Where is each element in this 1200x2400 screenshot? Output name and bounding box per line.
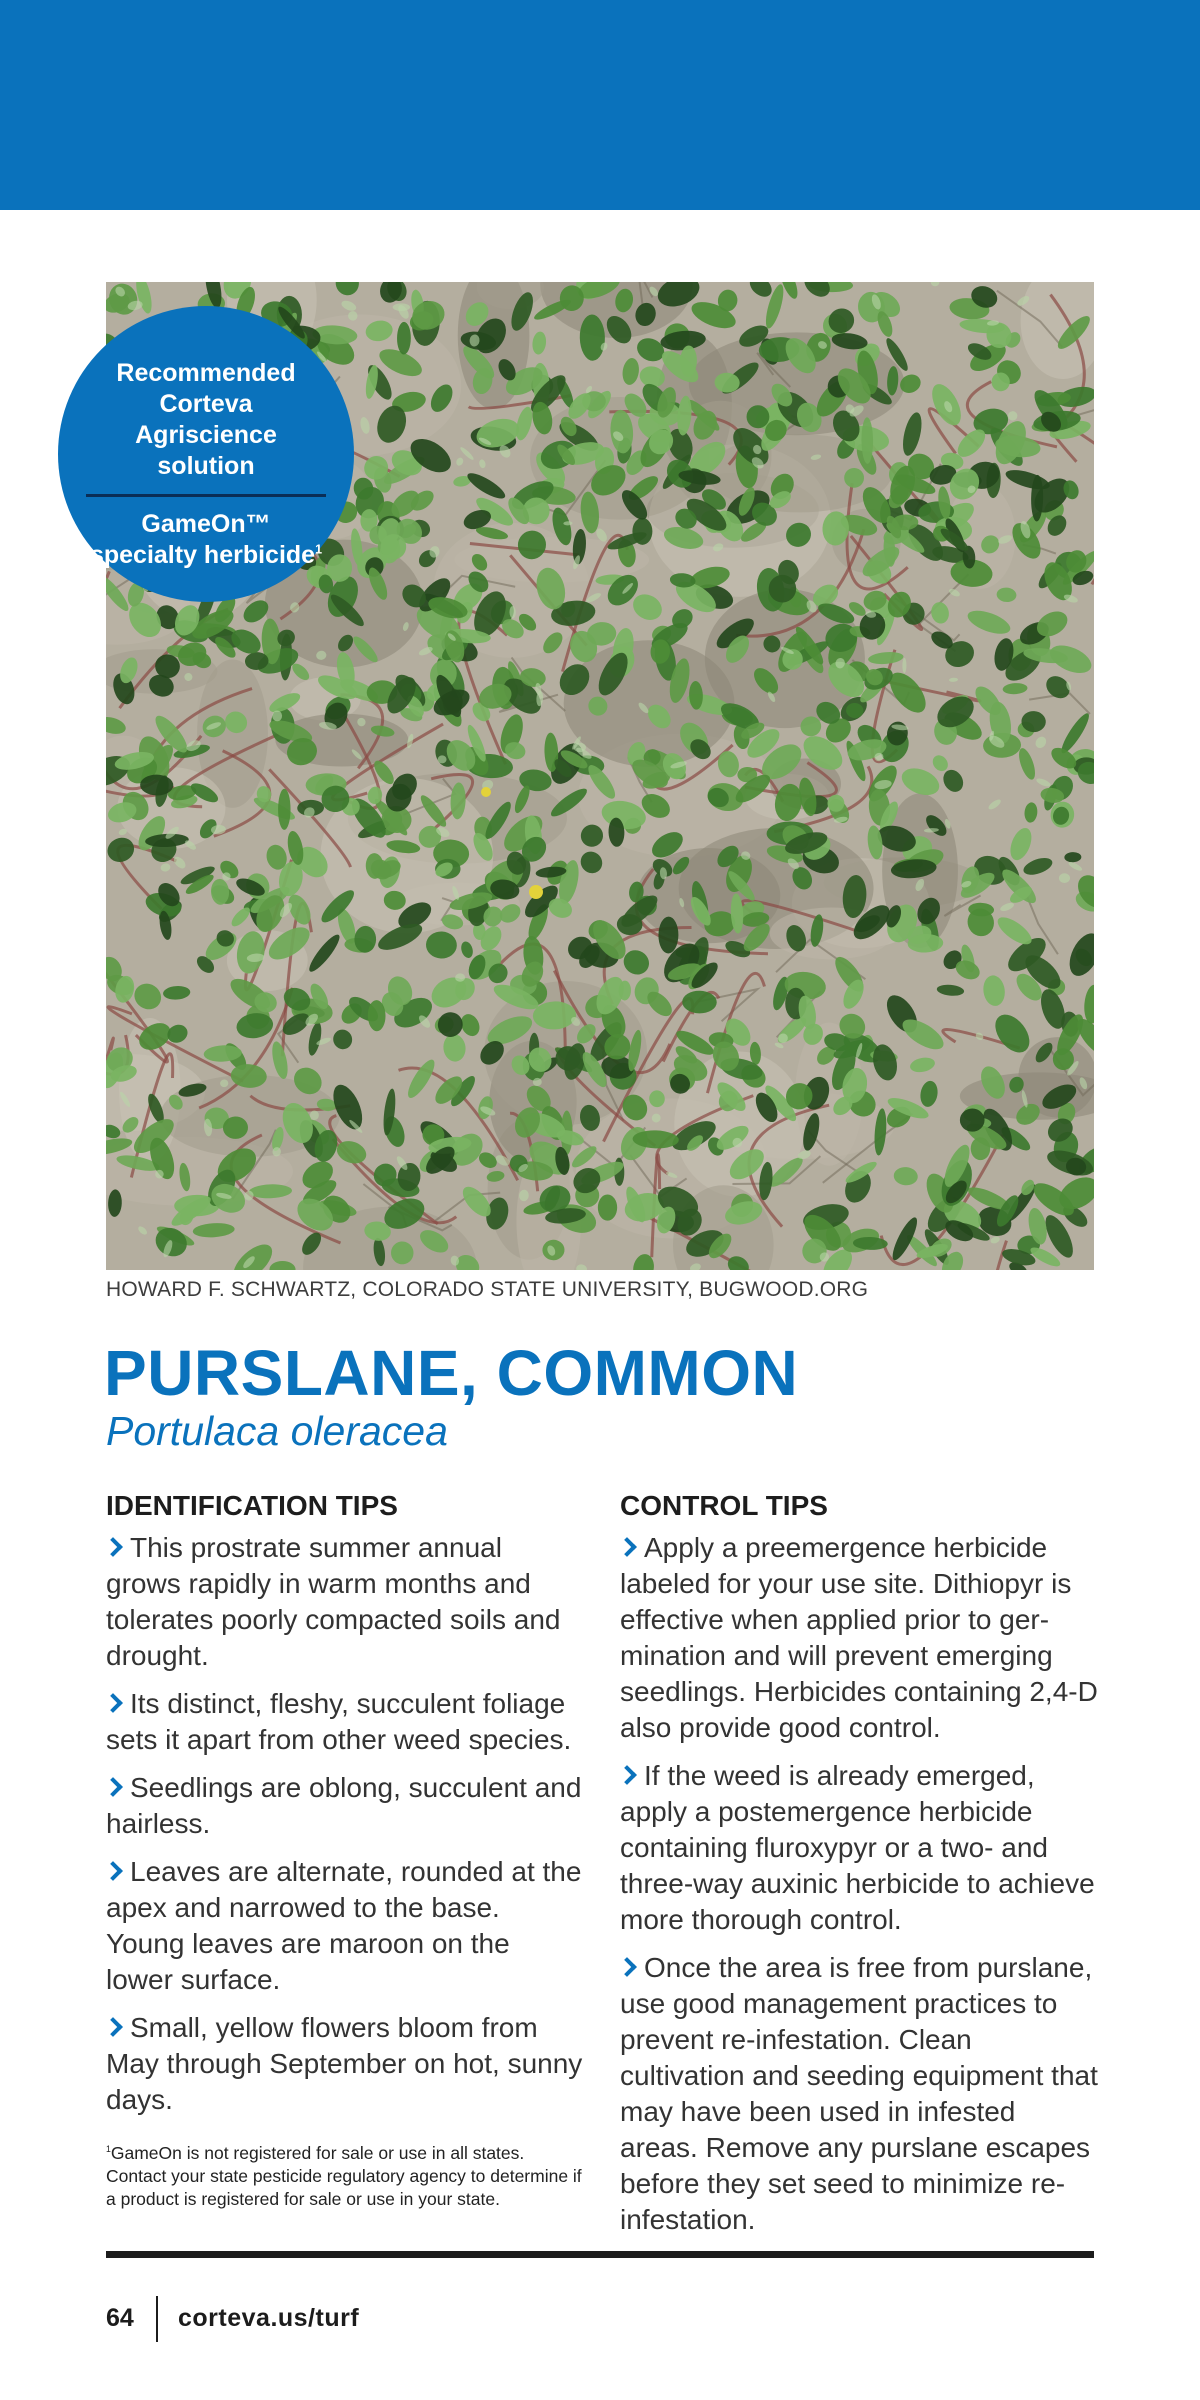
- identification-tip: Its distinct, fleshy, succulent foliage sets it apart from other weed species.: [106, 1686, 584, 1758]
- footnote-text: GameOn is not registered for sale or use in all states. Contact your state pesticide regulatory agency to determine if a product is registered for sale or use in your state.: [106, 2143, 582, 2209]
- chevron-right-icon: [617, 1957, 637, 1977]
- weed-scientific-name: Portulaca oleracea: [106, 1408, 448, 1454]
- chevron-right-icon: [103, 2017, 123, 2037]
- footnote: [106, 2142, 586, 2211]
- photo-credit: HOWARD F. SCHWARTZ, COLORADO STATE UNIVERSITY, BUGWOOD.ORG: [106, 1278, 869, 1301]
- control-tips: [620, 1490, 1098, 2250]
- identification-tip: Leaves are alternate, rounded at the apex and narrowed to the base. Young leaves are maroon on the lower surface.: [106, 1854, 584, 1998]
- chevron-right-icon: [103, 1537, 123, 1557]
- control-tip: Once the area is free from purslane, use good management practices to prevent re-infestation. Clean cultivation and seeding equipment that may have been used in infested areas. Remove any purslane escapes before they set seed to minimize re-infestation.: [620, 1950, 1098, 2238]
- badge-divider: [86, 494, 326, 497]
- chevron-right-icon: [103, 1861, 123, 1881]
- control-tip: Apply a preemergence herbicide labeled for your use site. Dithiopyr is effective when applied prior to ger-mination and will prevent emerging seedlings. Herbicides containing 2,4-D also provide good control.: [620, 1530, 1098, 1746]
- identification-heading: IDENTIFICATION TIPS: [106, 1490, 398, 1521]
- chevron-right-icon: [103, 1777, 123, 1797]
- identification-tip: This prostrate summer annual grows rapidly in warm months and tolerates poorly compacted soils and drought.: [106, 1530, 584, 1674]
- identification-tip: Seedlings are oblong, succulent and hairless.: [106, 1770, 584, 1842]
- badge-product: GameOn™ specialty herbicide: [89, 510, 316, 569]
- badge-footnote-mark: 1: [315, 542, 323, 557]
- control-heading: CONTROL TIPS: [620, 1490, 828, 1521]
- badge-line2: [86, 509, 326, 571]
- site-link[interactable]: corteva.us/turf: [178, 2304, 360, 2332]
- footer-separator: [156, 2296, 158, 2342]
- header-band: [0, 0, 1200, 210]
- control-tip: If the weed is already emerged, apply a postemergence herbicide containing fluroxypyr or a two- and three-way auxinic herbicide to achieve more thorough control.: [620, 1758, 1098, 1938]
- footer-rule: [106, 2251, 1094, 2258]
- chevron-right-icon: [617, 1765, 637, 1785]
- badge-line1: Recommended Corteva Agriscience solution: [116, 359, 296, 480]
- chevron-right-icon: [617, 1537, 637, 1557]
- identification-tips: [106, 1490, 584, 2130]
- weed-common-name: PURSLANE, COMMON: [104, 1337, 799, 1409]
- page-number: 64: [106, 2304, 134, 2332]
- footnote-mark: 1: [106, 2144, 111, 2155]
- identification-tip: Small, yellow flowers bloom from May through September on hot, sunny days.: [106, 2010, 584, 2118]
- recommended-solution-badge: [58, 306, 354, 602]
- chevron-right-icon: [103, 1693, 123, 1713]
